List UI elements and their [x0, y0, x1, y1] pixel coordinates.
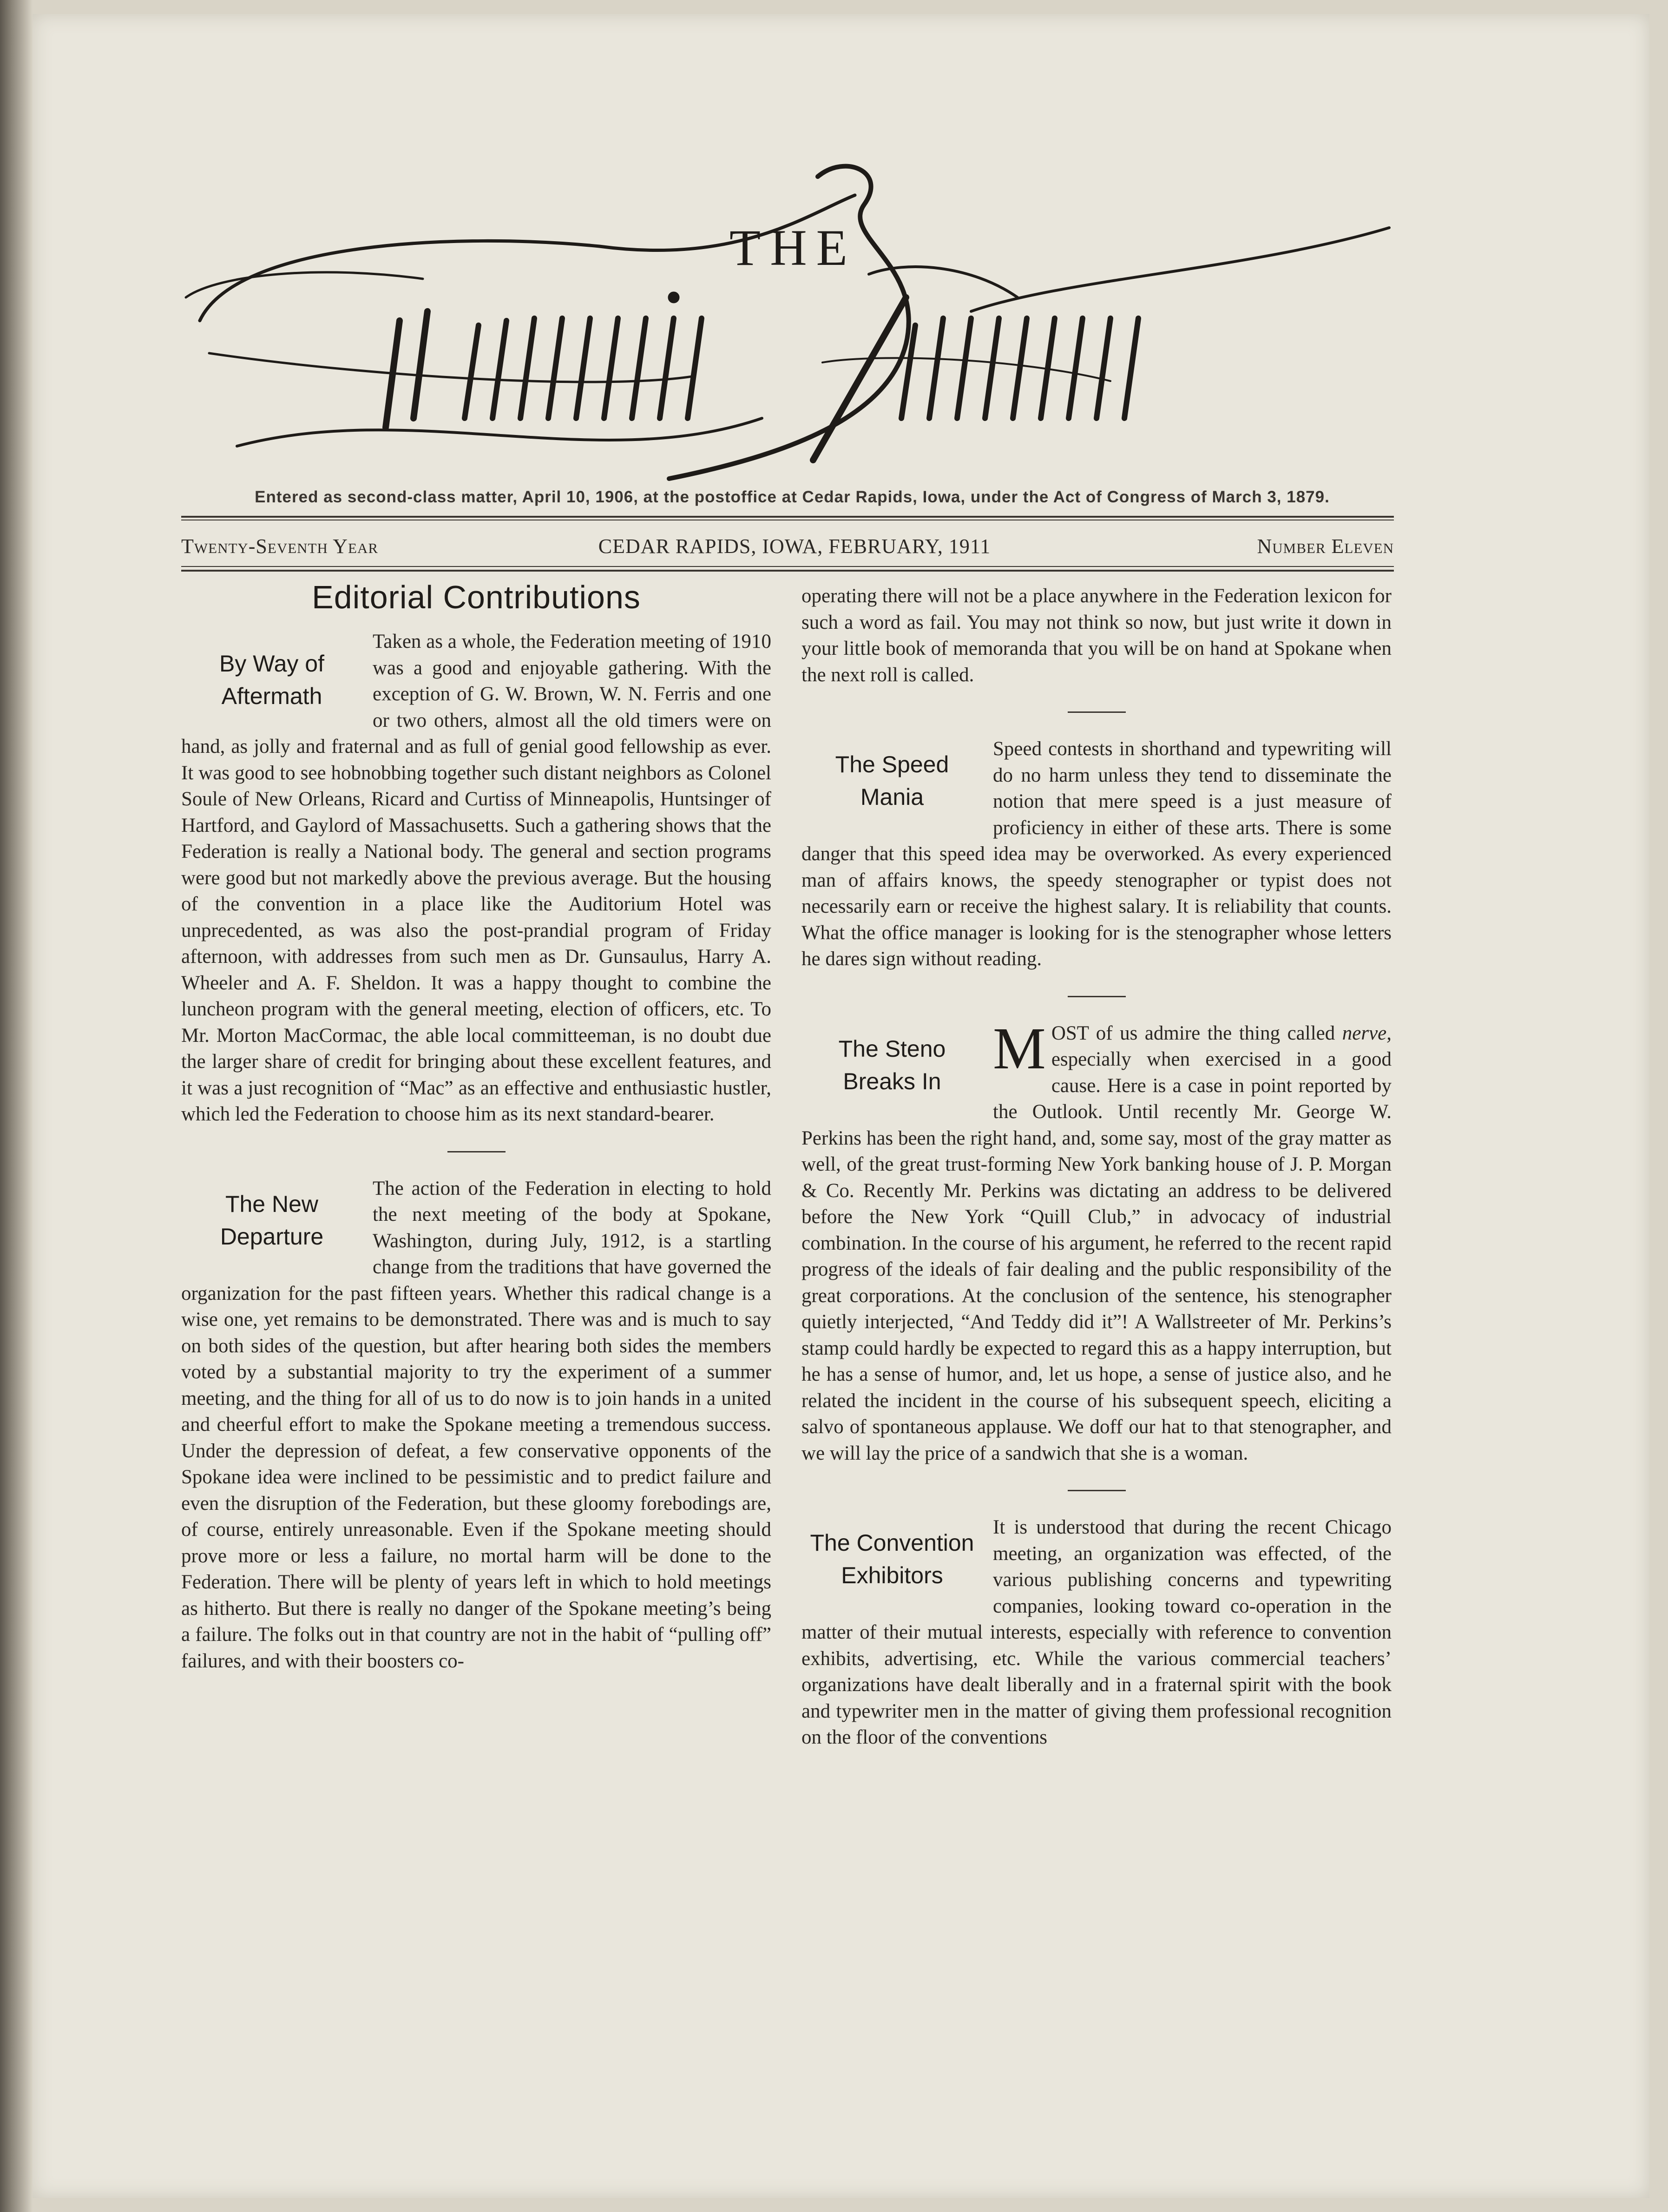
- header-rule-top: [181, 516, 1394, 518]
- new-departure-text: The action of the Federation in electing to hold the next meeting of the body at Spokane, Washington, during July, 1912, is a startling change from the traditions that have governed the organization for the past fifteen years. Whether this radical change is a wise one, yet remains to be demonstrated. There was and is much to say on both sides of the question, but after hearing both sides the members voted by a substantial majority to try the experiment of a summer meeting, and the thing for all of us to do now is to join hands in a united and cheerful effort to make the Spokane meeting a tremendous success. Under the depression of defeat, a few conservative opponents of the Spokane idea were inclined to be pessimistic and to predict failure and even the disruption of the Federation, but these gloomy forebodings are, of course, entirely unreasonable. Even if the Spokane meeting should prove more or less a failure, no mortal harm will be done to the Federation. There will be plenty of years left in which to hold meetings as hitherto. But there is really no danger of the Spokane meeting’s being a failure. The folks out in that country are not in the habit of “pulling off” failures, and with their boosters co-: [181, 1177, 771, 1672]
- article-steno: [801, 1015, 1392, 1467]
- new-departure-heading: The New Departure: [220, 1191, 324, 1250]
- article-speed-mania: [801, 736, 1392, 973]
- article-divider: [1068, 1490, 1126, 1491]
- book-binding-edge: [0, 0, 33, 2212]
- section-title: Editorial Contributions: [312, 579, 641, 615]
- steno-body: especially when exercised in a good cause. Here is a case in point reported by the Outlook. Until recently Mr. George W. Perkins has been the right hand, and, some say, most of the gray matter as well, of the great trust-forming New York banking house of J. P. Morgan & Co. Recently Mr. Perkins was dictating an address to be delivered before the New York “Quill Club,” in advocacy of industrial combination. In the course of his argument, he referred to the recent rapid progress of the ideals of fair dealing and the public responsibility of the great corporations. At the conclusion of the sentence, his stenographer quietly interjected, “And Teddy did it”! A Wallstreeter of Mr. Perkins’s stamp could hardly be expected to regard this as a happy interruption, but he has a sense of humor, and, let us hope, a sense of justice also, and he related the incident in the course of his subsequent speech, eliciting a salvo of spontaneous applause. We doff our hat to that stenographer, and we will lay the price of a sandwich that she is a woman.: [801, 1048, 1392, 1464]
- article-exhibitors: [801, 1514, 1392, 1751]
- masthead-logo: [181, 158, 1399, 493]
- speed-mania-heading: The Speed Mania: [835, 751, 949, 810]
- issue-year: Twenty-Seventh Year: [181, 535, 379, 558]
- header-rule-bottom: [181, 570, 1394, 572]
- steno-lead: OST of us admire the thing called: [1051, 1022, 1342, 1044]
- aftermath-text: Taken as a whole, the Federation meeting of 1910 was a good and enjoyable gathering. With the exception of G. W. Brown, W. N. Ferris and one or two others, almost all the old timers were on hand, as jolly and fraternal and as full of genial good fellowship as ever. It was good to see hobnobbing together such distant neighbors as Colonel Soule of New Orleans, Ricard and Curtiss of Minneapolis, Huntsinger of Hartford, and Gaylord of Massachusetts. Such a gathering shows that the Federation is really a National body. The general and section programs were good but not markedly above the previous average. But the housing of the convention in a place like the Auditorium Hotel was unprecedented, as was also the post-prandial program of Friday afternoon, with addresses from such men as Dr. Gunsaulus, Harry A. Wheeler and A. F. Sheldon. It was a happy thought to combine the luncheon program with the general meeting, election of officers, etc. To Mr. Morton MacCormac, the able local committeeman, is no doubt due the larger share of credit for bringing about these excellent features, and it was a just recognition of “Mac” as an effective and enthusiastic hustler, which led the Federation to choose him as its next standard-bearer.: [181, 631, 771, 1125]
- speed-mania-text: Speed contests in shorthand and typewriting will do no harm unless they tend to disseminate the notion that mere speed is a just measure of proficiency in either of these arts. There is some danger that this speed idea may be overworked. As every experienced man of affairs knows, the speedy stenographer or typist does not necessarily earn or receive the highest salary. It is reliability that counts. What the office manager is looking for is the stenographer whose letters he dares sign without reading.: [801, 738, 1392, 970]
- masthead-the-text: THE: [729, 219, 857, 276]
- article-divider: [1068, 711, 1126, 713]
- issue-place-date: CEDAR RAPIDS, IOWA, FEBRUARY, 1911: [598, 535, 991, 558]
- penman-script-logo: [181, 158, 1399, 493]
- issue-number: Number Eleven: [1257, 535, 1394, 558]
- steno-dropcap: M: [993, 1015, 1046, 1081]
- left-column: [181, 579, 771, 1674]
- right-column: [801, 583, 1392, 1751]
- article-aftermath: [181, 629, 771, 1128]
- new-departure-continued: operating there will not be a place anywhere in the Federation lexicon for such a word as fail. You may not think so now, but just write it down in your little book of memoranda that you will be on hand at Spokane when the next roll is called.: [801, 585, 1392, 686]
- exhibitors-text: It is understood that during the recent Chicago meeting, an organization was effected, of the various publishing concerns and typewriting companies, looking toward co-operation in the matter of their mutual interests, especially with reference to convention exhibits, advertising, etc. While the various commercial teachers’ organizations have dealt liberally and in a fraternal spirit with the book and typewriter men in the matter of giving them professional recognition on the floor of the conventions: [801, 1516, 1392, 1748]
- steno-italic-word: nerve,: [1342, 1022, 1392, 1044]
- steno-heading: The Steno Breaks In: [838, 1035, 946, 1094]
- issue-header: [181, 534, 1394, 562]
- second-class-notice: Entered as second-class matter, April 10, 1906, at the postoffice at Cedar Rapids, Iowa, under the Act of Congress of March 3, 1879.: [255, 488, 1330, 506]
- aftermath-heading: By Way of Aftermath: [219, 651, 324, 709]
- article-new-departure: [181, 1176, 771, 1675]
- exhibitors-heading: The Convention Exhibitors: [810, 1530, 974, 1588]
- article-divider: [447, 1151, 506, 1152]
- article-divider: [1068, 996, 1126, 997]
- header-rule-bottom-thin: [181, 566, 1394, 567]
